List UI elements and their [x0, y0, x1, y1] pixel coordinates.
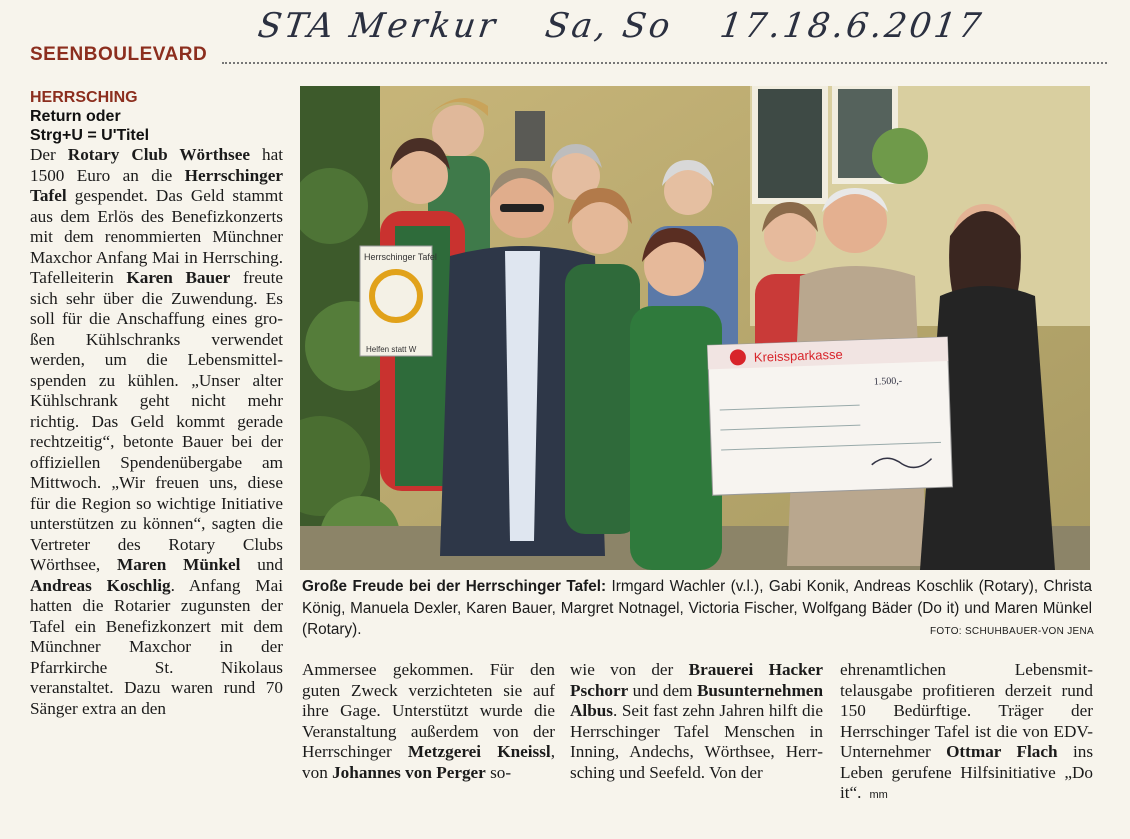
sign-title: Herrschinger Tafel	[364, 252, 437, 262]
bold-run: Andreas Koschlig	[30, 575, 171, 595]
bold-run: Ottmar Flach	[946, 742, 1058, 761]
article-body-1	[30, 145, 283, 719]
bold-run: Herrschinger Tafel	[30, 165, 283, 205]
text-run: so-	[485, 762, 512, 782]
bold-run: Rotary Club Wörthsee	[67, 145, 250, 164]
text-run: und	[240, 555, 283, 574]
handwritten-date-note	[255, 6, 987, 50]
bold-run: Metzgerei Kneissl	[407, 742, 551, 761]
handwritten-date: 17.18.6.2017	[717, 6, 987, 46]
article-photo	[300, 86, 1090, 570]
article-column-1	[30, 88, 283, 719]
text-run: , von	[302, 742, 555, 782]
article-column-4	[840, 660, 1093, 806]
text-run: . Seit fast zehn Jahren hilft die Herrschinger Tafel Menschen in Inning, Andechs, Wörthsee, Herrsching und Seefeld. Von der	[570, 701, 823, 782]
caption-lead: Große Freude bei der Herrschinger Tafel:	[302, 578, 607, 595]
caption-text: Irmgard Wachler (v.l.), Gabi Konik, Andreas Koschlik (Rotary), Christa König, Manuela Dexler, Karen Bauer, Margret Notnagel, Victoria Fischer, Wolfgang Bäder (Do it) und Maren Münkel (Rotary).	[302, 578, 1092, 638]
article-kicker: HERRSCHING	[30, 89, 138, 106]
author-initials: mm	[869, 789, 888, 801]
cheque-bank-name: Kreissparkasse	[753, 346, 843, 365]
bold-run: Johannes von Perger	[332, 762, 486, 782]
text-run: und dem	[628, 680, 697, 700]
article-column-3	[570, 660, 823, 783]
text-run: gespendet. Das Geld stammt aus dem Erlös des Benefizkonzerts mit dem renommierten Münchner Maxchor Anfang Mai in Herrsching. Tafelleiterin	[30, 186, 283, 287]
section-divider	[222, 62, 1107, 64]
text-run: . Anfang Mai hatten die Rotarier zugunsten der Tafel ein Benefizkonzert mit dem Münchner Maxchor in der Pfarrkirche St. Nikolaus veranstaltet. Dazu waren rund 70 Sänger extra an den	[30, 575, 283, 718]
article-headline-line1: Return oder	[30, 108, 121, 125]
handwritten-source: STA Merkur	[255, 6, 501, 46]
cheque	[707, 337, 952, 495]
text-run: Der	[30, 145, 68, 164]
sign-slogan: Helfen statt W	[366, 345, 417, 354]
text-run: hat 1500 Euro an die	[30, 145, 283, 185]
bold-run: Karen Bauer	[126, 268, 231, 287]
text-run: ehrenamtlichen Lebensmittelausgabe profitieren derzeit rund 150 Bedürftige. Träger der Herrschinger Tafel ist die von EDV-Unternehmer	[840, 660, 1093, 761]
cheque-amount: 1.500,-	[873, 375, 903, 388]
handwritten-days: Sa, So	[542, 6, 676, 46]
photo-credit: FOTO: SCHUHBAUER-VON JENA	[930, 626, 1094, 637]
text-run: freute sich sehr über die Zuwendung. Es soll für die Anschaffung eines großen Kühlschranks verwendet werden, um die Lebensmittelspenden zu kühlen. „Unser alter Kühlschrank geht nicht mehr richtig. Das Geld kommt gerade rechtzeitig“, betonte Bauer bei der offiziellen Spendenübergabe am Mittwoch. „Wir freuen uns, diese für die Region so wichtige Initiative unterstützen zu können“, sagten die Vertreter des Rotary Clubs Wörthsee,	[30, 268, 284, 574]
bold-run: Maren Münkel	[116, 555, 241, 574]
bold-run: Busunternehmen Albus	[570, 680, 823, 720]
text-run: ins Leben gerufene Hilfsinitiative „Do it“.	[840, 742, 1094, 802]
group-photo-illustration	[300, 86, 1090, 570]
section-label: SEENBOULEVARD	[30, 44, 208, 65]
text-run: wie von der	[570, 660, 689, 679]
article-headline-line2: Strg+U = U'Titel	[30, 127, 150, 144]
bold-run: Brauerei Hacker Pschorr	[570, 660, 823, 700]
text-run: Ammersee gekommen. Für den guten Zweck verzichteten sie auf ihre Gage. Unterstützt wurde die Veranstaltung außerdem von der Herrschinger	[302, 660, 555, 761]
article-column-2	[302, 660, 555, 783]
